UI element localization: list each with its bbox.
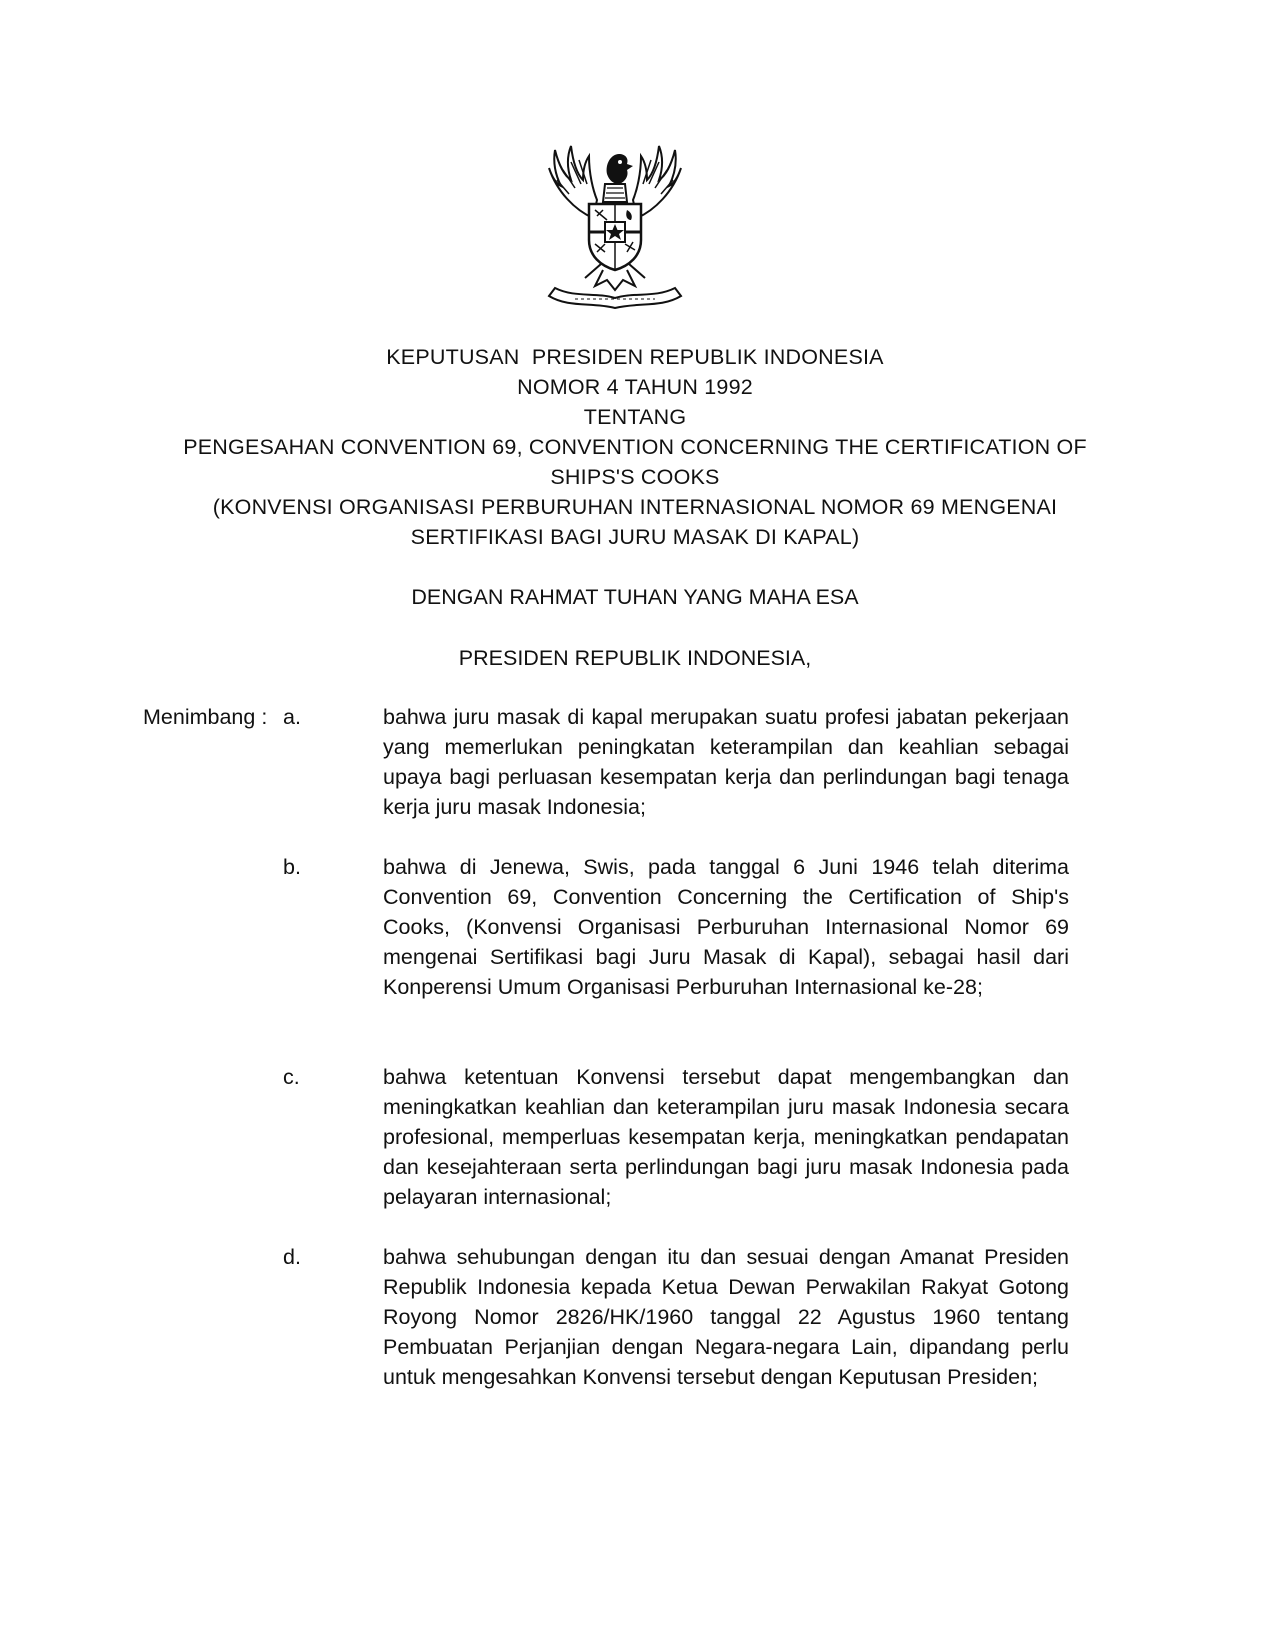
item-text: bahwa juru masak di kapal merupakan suatu profesi jabatan pekerjaan yang memerlukan peningkatan keterampilan dan keahlian sebagai upaya bagi perluasan kesempatan kerja dan perlindungan bagi tenaga kerja juru masak Indonesia; xyxy=(383,705,1069,819)
garuda-emblem-icon xyxy=(535,140,695,312)
decree-subject-line: (KONVENSI ORGANISASI PERBURUHAN INTERNASIONAL NOMOR 69 MENGENAI xyxy=(212,495,1058,519)
item-text: bahwa ketentuan Konvensi tersebut dapat mengembangkan dan meningkatkan keahlian dan keterampilan juru masak Indonesia secara profesional, memperluas kesempatan kerja, meningkatkan pendapatan dan kesejahteraan serta perlindungan bagi juru masak Indonesia pada pelayaran internasional; xyxy=(383,1065,1069,1209)
item-letter: c. xyxy=(283,1065,300,1089)
decree-subject-line: SHIPS'S COOKS xyxy=(550,465,720,489)
decree-about: TENTANG xyxy=(583,405,687,429)
item-text: bahwa di Jenewa, Swis, pada tanggal 6 Juni 1946 telah diterima Convention 69, Convention Concerning the Certification of Ship's Cooks, (Konvensi Organisasi Perburuhan Internasional Nomor 69 mengenai Sertifikasi bagi Juru Masak di Kapal), sebagai hasil dari Konperensi Umum Organisasi Perburuhan Internasional ke-28; xyxy=(383,855,1069,999)
decree-title xyxy=(150,342,1120,552)
section-label: Menimbang : xyxy=(143,705,268,729)
decree-subject-line: SERTIFIKASI BAGI JURU MASAK DI KAPAL) xyxy=(410,525,860,549)
president-heading: PRESIDEN REPUBLIK INDONESIA, xyxy=(458,646,812,670)
item-letter: b. xyxy=(283,855,301,879)
decree-subject-line: PENGESAHAN CONVENTION 69, CONVENTION CONCERNING THE CERTIFICATION OF xyxy=(183,435,1087,459)
item-text: bahwa sehubungan dengan itu dan sesuai dengan Amanat Presiden Republik Indonesia kepada Ketua Dewan Perwakilan Rakyat Gotong Royong Nomor 2826/HK/1960 tanggal 22 Agustus 1960 tentang Pembuatan Perjanjian dengan Negara-negara Lain, dipandang perlu untuk mengesahkan Konvensi tersebut dengan Keputusan Presiden; xyxy=(383,1245,1069,1389)
decree-number: NOMOR 4 TAHUN 1992 xyxy=(517,375,753,399)
item-letter: d. xyxy=(283,1245,301,1269)
invocation: DENGAN RAHMAT TUHAN YANG MAHA ESA xyxy=(411,585,859,609)
item-letter: a. xyxy=(283,705,301,729)
decree-title-line: KEPUTUSAN PRESIDEN REPUBLIK INDONESIA xyxy=(386,345,884,369)
